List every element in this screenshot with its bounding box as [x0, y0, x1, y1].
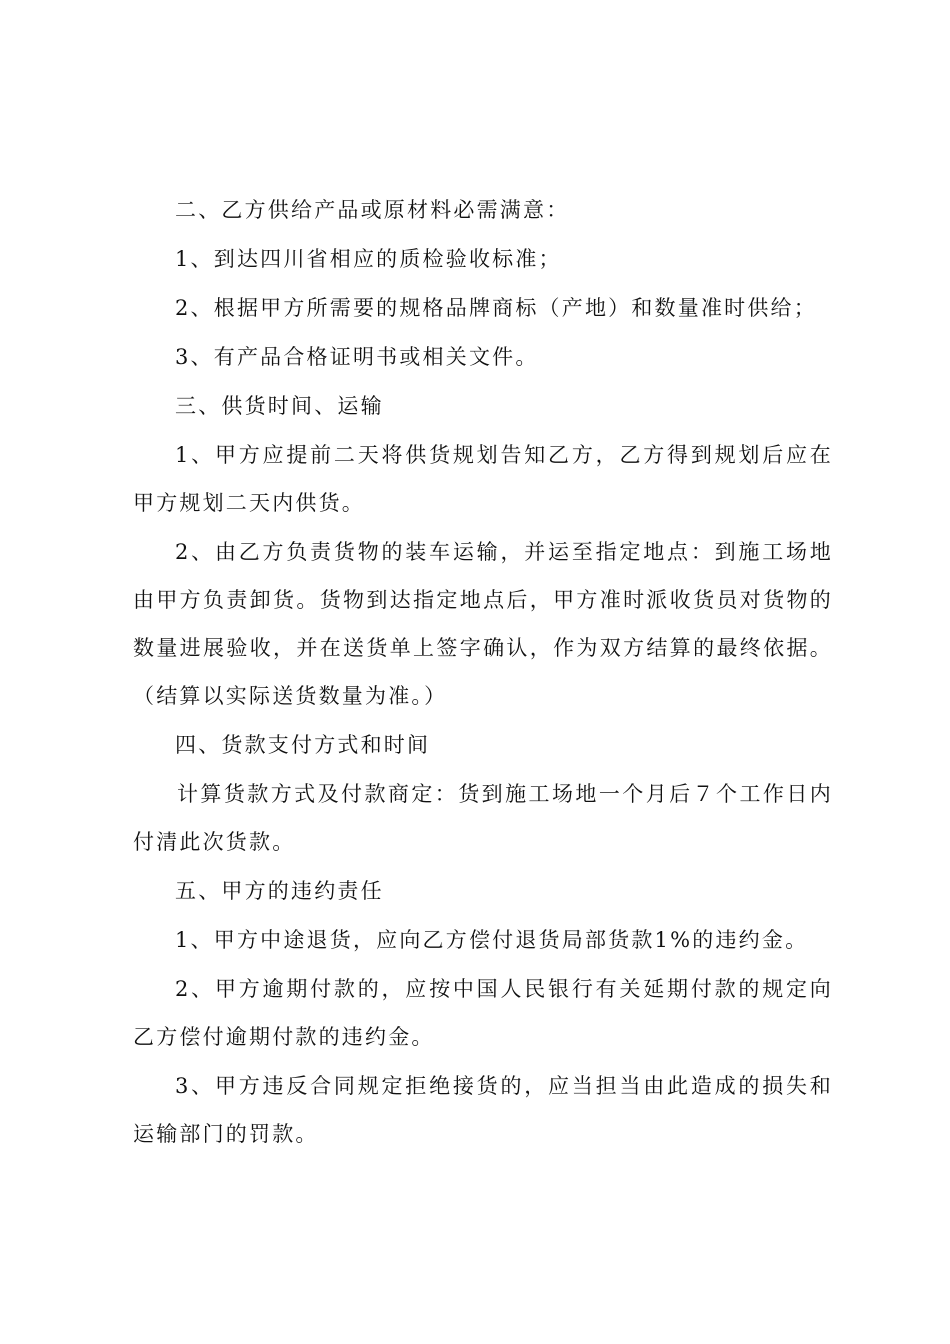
section-4-heading: 四、货款支付方式和时间	[175, 733, 431, 757]
section-5-heading: 五、甲方的违约责任	[175, 879, 384, 903]
section-3-item-1: 1、甲方应提前二天将供货规划告知乙方，乙方得到规划后应在甲方规划二天内供货。	[133, 443, 833, 515]
section-2-item-1: 1、到达四川省相应的质检验收标准；	[175, 247, 562, 271]
section-5-item-2: 2、甲方逾期付款的，应按中国人民银行有关延期付款的规定向乙方偿付逾期付款的违约金。	[133, 977, 833, 1049]
section-5-item-1: 1、甲方中途退货，应向乙方偿付退货局部货款1%的违约金。	[175, 928, 809, 952]
section-4-body: 计算货款方式及付款商定：货到施工场地一个月后７个工作日内付清此次货款。	[133, 782, 833, 854]
section-3-item-2: 2、由乙方负责货物的装车运输，并运至指定地点：到施工场地由甲方负责卸货。货物到达指定地点后，甲方准时派收货员对货物的数量进展验收，并在送货单上签字确认，作为双方结算的最终依据。（结算以实际送货数量为准。）	[133, 540, 833, 708]
section-3-heading: 三、供货时间、运输	[175, 394, 384, 418]
section-2-item-3: 3、有产品合格证明书或相关文件。	[175, 345, 539, 369]
section-2-heading: 二、乙方供给产品或原材料必需满意：	[175, 198, 570, 222]
section-5-item-3: 3、甲方违反合同规定拒绝接货的，应当担当由此造成的损失和运输部门的罚款。	[133, 1074, 833, 1146]
contract-text	[133, 186, 833, 1159]
section-2-item-2: 2、根据甲方所需要的规格品牌商标（产地）和数量准时供给；	[175, 296, 817, 320]
